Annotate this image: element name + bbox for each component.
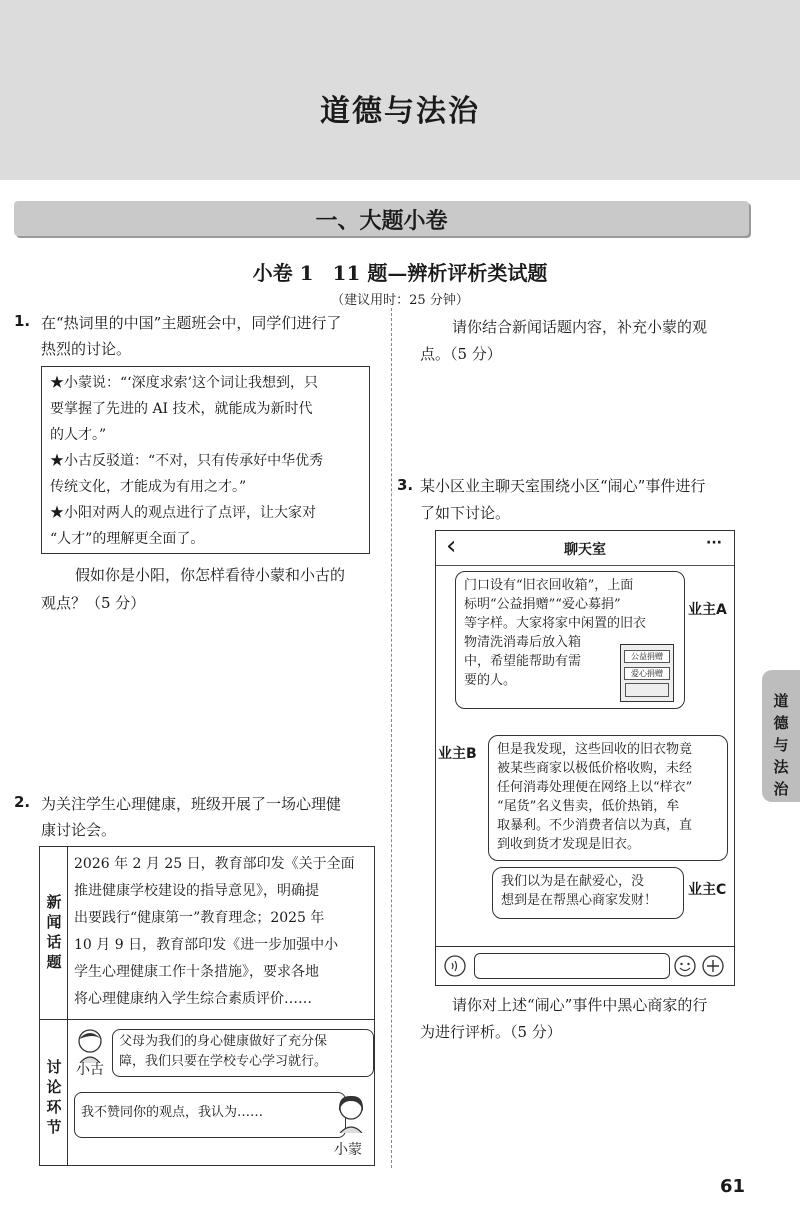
news-line: 2026 年 2 月 25 日，教育部印发《关于全面 [74, 856, 355, 872]
q1-ask-line2: 观点？（5 分） [41, 594, 146, 612]
q3-number: 3. [397, 476, 414, 494]
owner-a-line: 门口设有“旧衣回收箱”，上面 [464, 578, 634, 593]
q2-stem-line1: 为关注学生心理健康，班级开展了一场心理健 [41, 795, 342, 813]
q1-stem-line1: 在“热词里的中国”主题班会中，同学们进行了 [41, 314, 342, 332]
q1-box-line: ★小古反驳道：“不对，只有传承好中华优秀 [50, 453, 324, 469]
paper-label: 小卷 1 [252, 261, 314, 285]
emoji-icon[interactable] [674, 955, 696, 977]
q2-stem-line2: 康讨论会。 [41, 821, 117, 839]
q1-box-line: ★小阳对两人的观点进行了点评，让大家对 [50, 505, 316, 521]
xiaomeng-name: 小蒙 [334, 1142, 362, 1158]
owner-b-line: 任何消毒处理便在网络上以“样衣” [497, 780, 693, 795]
q2-ask-line2: 点。（5 分） [420, 345, 502, 363]
side-tab [762, 670, 800, 802]
owner-c-line1: 我们以为是在献爱心，没 [501, 874, 645, 889]
owner-b-bubble [488, 735, 728, 861]
news-line: 学生心理健康工作十条措施》，要求各地 [74, 964, 319, 980]
q1-ask-line1: 假如你是小阳，你怎样看待小蒙和小古的 [75, 566, 346, 584]
news-line: 将心理健康纳入学生综合素质评价…… [74, 991, 312, 1007]
header-band [0, 0, 800, 180]
owner-a-bubble [455, 571, 685, 709]
owner-a-name: 业主A [688, 602, 727, 618]
xiaomeng-bubble [74, 1092, 346, 1138]
xiaomeng-avatar [334, 1093, 368, 1133]
page-number: 61 [720, 1176, 746, 1197]
q1-box-line: 要掌握了先进的 AI 技术，就能成为新时代 [50, 401, 313, 417]
discussion-label: 讨论环节 [46, 1058, 62, 1136]
time-hint: （建议用时：25 分钟） [331, 293, 469, 308]
xiaogu-bubble [112, 1029, 374, 1077]
owner-a-line: 等字样。大家将家中闲置的旧衣 [464, 616, 647, 631]
q2-news-table [39, 846, 375, 1166]
q1-stem-line2: 热烈的讨论。 [41, 340, 132, 358]
owner-b-line: “尾货”名义售卖，低价热销，牟 [497, 799, 680, 814]
xiaogu-line1: 父母为我们的身心健康做好了充分保 [119, 1034, 328, 1049]
chat-title: 聊天室 [564, 542, 606, 558]
section-bar [14, 201, 749, 236]
chat-top-bar [436, 531, 734, 566]
owner-c-name: 业主C [688, 882, 727, 898]
owner-a-line: 要的人。 [464, 673, 517, 688]
owner-b-line: 取暴利。不少消费者信以为真，直 [497, 818, 693, 833]
q1-quote-box [41, 366, 370, 554]
q1-box-line: 的人才。” [50, 427, 107, 443]
add-icon[interactable] [702, 955, 724, 977]
news-line: 10 月 9 日，教育部印发《进一步加强中小 [74, 937, 339, 953]
chat-message-input[interactable] [474, 953, 670, 979]
owner-c-line2: 想到是在帮黑心商家发财！ [501, 893, 658, 908]
q2-number: 2. [14, 793, 31, 811]
back-arrow-icon[interactable]: ‹ [446, 531, 457, 561]
owner-a-line: 物清洗消毒后放入箱 [464, 635, 582, 650]
donation-bin-illustration [620, 644, 674, 702]
q3-stem-line1: 某小区业主聊天室围绕小区“闹心”事件进行 [420, 477, 706, 495]
xiaogu-line2: 障，我们只要在学校专心学习就行。 [119, 1054, 328, 1069]
chat-input-bar [436, 946, 734, 985]
owner-a-line: 标明“公益捐赠”“爱心募捐” [464, 597, 621, 612]
q2-ask-line1: 请你结合新闻话题内容，补充小蒙的观 [452, 318, 708, 336]
bin-label: 爱心捐赠 [624, 667, 670, 680]
column-divider [391, 308, 392, 1168]
section-title: 一、大题小卷 [315, 209, 448, 234]
table-row-rule [40, 1019, 374, 1020]
voice-icon[interactable] [444, 955, 466, 977]
paper-subtitle: 11 题—辨析评析类试题 [332, 261, 548, 285]
paper-title [0, 257, 800, 286]
xiaomeng-text: 我不赞同你的观点，我认为…… [81, 1105, 264, 1120]
chat-room-phone [435, 530, 735, 986]
news-topic-label: 新闻话题 [46, 893, 62, 971]
book-title: 道德与法治 [320, 94, 480, 129]
owner-b-name: 业主B [438, 746, 477, 762]
more-options-icon[interactable]: ··· [706, 535, 722, 551]
owner-c-bubble [492, 867, 684, 919]
owner-b-line: 被某些商家以极低价格收购，未经 [497, 761, 693, 776]
bin-door [625, 683, 669, 697]
q3-ask-line2: 为进行评析。（5 分） [420, 1023, 562, 1041]
q1-number: 1. [14, 312, 31, 330]
q3-ask-line1: 请你对上述“闹心”事件中黑心商家的行 [452, 996, 708, 1014]
bin-label: 公益捐赠 [624, 650, 670, 663]
owner-b-line: 但是我发现，这些回收的旧衣物竟 [497, 742, 693, 757]
q1-box-line: 传统文化，才能成为有用之才。” [50, 479, 247, 495]
q1-box-line: ★小蒙说：“‘深度求索’这个词让我想到，只 [50, 375, 319, 391]
news-line: 出要践行“健康第一”教育理念；2025 年 [74, 910, 325, 926]
owner-a-line: 中，希望能帮助有需 [464, 654, 582, 669]
news-line: 推进健康学校建设的指导意见》，明确提 [74, 883, 319, 899]
table-column-rule [67, 847, 68, 1165]
xiaogu-name: 小古 [76, 1062, 104, 1078]
side-tab-label: 道德与法治 [773, 692, 789, 798]
owner-b-line: 到收到货才发现是旧衣。 [497, 837, 641, 852]
q3-stem-line2: 了如下讨论。 [420, 504, 511, 522]
q1-box-line: “人才”的理解更全面了。 [50, 531, 205, 547]
